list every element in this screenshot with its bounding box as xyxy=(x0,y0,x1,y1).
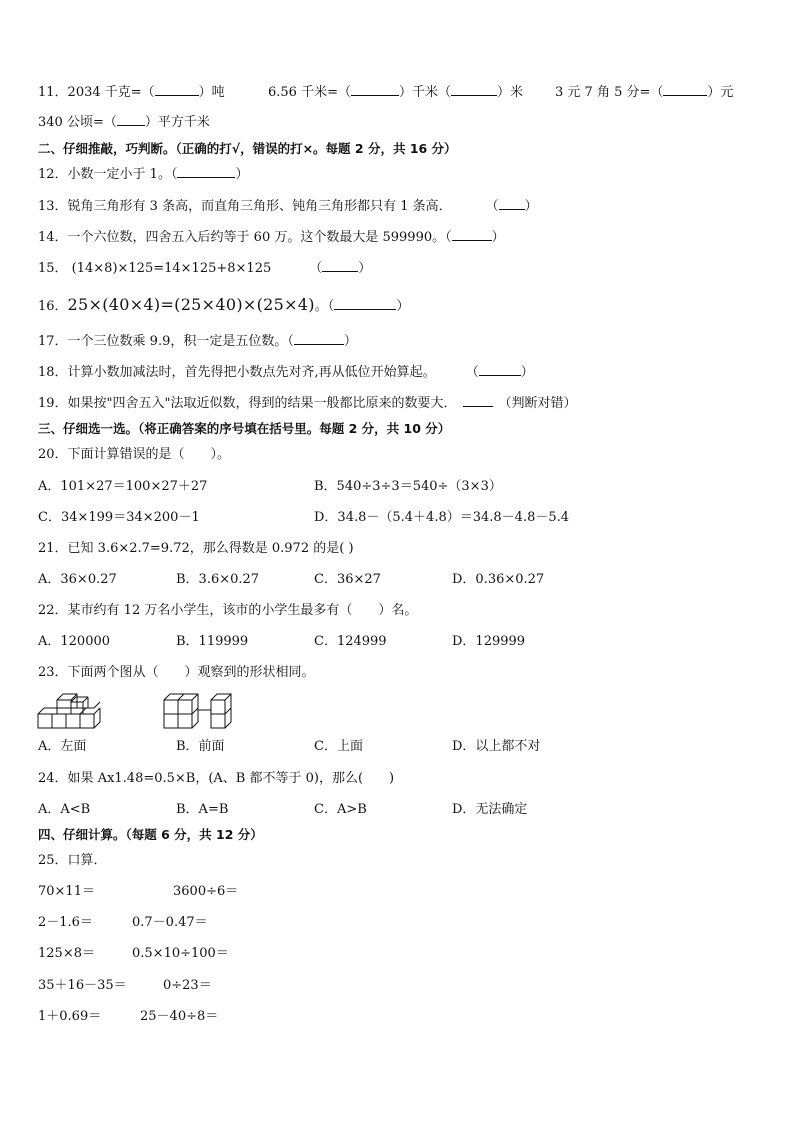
section-4-heading: 四、仔细计算。（每题 6 分，共 12 分） xyxy=(38,827,263,842)
q20-option-a[interactable]: A．101×27＝100×27＋27 xyxy=(38,479,208,494)
question-13: 13．锐角三角形有 3 条高，而直角三角形、钝角三角形都只有 1 条高． （ ） xyxy=(38,199,538,214)
q20-option-b[interactable]: B．540÷3÷3＝540÷（3×3） xyxy=(314,479,502,494)
mental-calc-item[interactable]: 1＋0.69＝ xyxy=(38,1009,102,1024)
mental-calc-item[interactable]: 0÷23＝ xyxy=(163,978,212,993)
cube-figure-2 xyxy=(163,690,243,730)
q22-option-b[interactable]: B．119999 xyxy=(176,634,249,649)
q23-option-d[interactable]: D．以上都不对 xyxy=(452,739,541,754)
q23-option-a[interactable]: A．左面 xyxy=(38,739,87,754)
question-21-stem: 21．已知 3.6×2.7=9.72，那么得数是 0.972 的是( ) xyxy=(38,541,354,556)
q22-option-a[interactable]: A．120000 xyxy=(38,634,111,649)
cube-figure-1 xyxy=(37,690,109,730)
answer-blank[interactable] xyxy=(463,394,493,407)
mental-calc-item[interactable]: 70×11＝ xyxy=(38,884,95,899)
question-23-stem: 23．下面两个图从（ ）观察到的形状相同。 xyxy=(38,665,315,680)
answer-blank[interactable] xyxy=(452,228,492,241)
answer-blank[interactable] xyxy=(351,83,399,96)
q23-option-c[interactable]: C．上面 xyxy=(314,739,363,754)
mental-calc-item[interactable]: 25－40÷8＝ xyxy=(140,1009,219,1024)
answer-blank[interactable] xyxy=(451,83,497,96)
section-2-heading: 二、仔细推敲，巧判断。（正确的打√，错误的打×。每题 2 分，共 16 分） xyxy=(38,141,457,156)
answer-blank[interactable] xyxy=(334,297,396,310)
q24-option-b[interactable]: B．A=B xyxy=(176,802,229,817)
question-12: 12．小数一定小于 1。（ ） xyxy=(38,167,249,182)
q22-option-c[interactable]: C．124999 xyxy=(314,634,387,649)
question-14: 14．一个六位数，四舍五入后约等于 60 万。这个数最大是 599990。（ ） xyxy=(38,230,505,245)
question-15: 15． (14×8)×125=14×125+8×125 （ ） xyxy=(38,261,372,276)
q21-option-d[interactable]: D．0.36×0.27 xyxy=(452,572,545,587)
question-16: 16．25×(40×4)=(25×40)×(25×4)。（ ） xyxy=(38,295,410,314)
q24-option-c[interactable]: C．A>B xyxy=(314,802,367,817)
question-24-stem: 24．如果 Ax1.48=0.5×B，(A、B 都不等于 0)，那么( ) xyxy=(38,771,395,786)
answer-blank[interactable] xyxy=(177,165,235,178)
question-20-stem: 20．下面计算错误的是（ ）。 xyxy=(38,447,231,462)
question-17: 17．一个三位数乘 9.9，积一定是五位数。（ ） xyxy=(38,334,357,349)
answer-blank[interactable] xyxy=(294,332,344,345)
answer-blank[interactable] xyxy=(322,259,358,272)
q16-expression: 25×(40×4)=(25×40)×(25×4) xyxy=(67,295,315,314)
answer-blank[interactable] xyxy=(499,197,525,210)
answer-blank[interactable] xyxy=(155,83,199,96)
answer-blank[interactable] xyxy=(663,83,707,96)
q20-option-d[interactable]: D．34.8－（5.4＋4.8）＝34.8－4.8－5.4 xyxy=(314,510,570,525)
answer-blank[interactable] xyxy=(479,363,521,376)
q21-option-a[interactable]: A．36×0.27 xyxy=(38,572,117,587)
q22-option-d[interactable]: D．129999 xyxy=(452,634,526,649)
q11-area: 340 公顷=（ ）平方千米 xyxy=(38,115,210,130)
q24-option-d[interactable]: D．无法确定 xyxy=(452,802,528,817)
section-3-heading: 三、仔细选一选。（将正确答案的序号填在括号里。每题 2 分，共 10 分） xyxy=(38,421,451,436)
mental-calc-item[interactable]: 0.5×10÷100＝ xyxy=(132,946,229,961)
q11-weight: 11．2034 千克=（ ）吨 xyxy=(38,85,225,100)
mental-calc-item[interactable]: 0.7－0.47＝ xyxy=(132,915,208,930)
answer-blank[interactable] xyxy=(117,113,145,126)
q23-option-b[interactable]: B．前面 xyxy=(176,739,225,754)
mental-calc-item[interactable]: 3600÷6＝ xyxy=(173,884,239,899)
question-18: 18．计算小数加减法时，首先得把小数点先对齐,再从低位开始算起。 （ ） xyxy=(38,365,534,380)
question-25-stem: 25．口算． xyxy=(38,853,107,868)
q20-option-c[interactable]: C．34×199＝34×200－1 xyxy=(38,510,200,525)
question-19: 19．如果按"四舍五入"法取近似数，得到的结果一般都比原来的数要大． （判断对错） xyxy=(38,396,577,411)
q11-length: 6.56 千米=（ ）千米（ ）米 xyxy=(268,85,524,100)
mental-calc-item[interactable]: 125×8＝ xyxy=(38,946,95,961)
mental-calc-item[interactable]: 35＋16－35＝ xyxy=(38,978,127,993)
q21-option-c[interactable]: C．36×27 xyxy=(314,572,381,587)
q21-option-b[interactable]: B．3.6×0.27 xyxy=(176,572,260,587)
q11-money: 3 元 7 角 5 分=（ ）元 xyxy=(555,85,734,100)
q24-option-a[interactable]: A．A<B xyxy=(38,802,91,817)
mental-calc-item[interactable]: 2－1.6＝ xyxy=(38,915,93,930)
question-22-stem: 22．某市约有 12 万名小学生，该市的小学生最多有（ ）名。 xyxy=(38,603,418,618)
